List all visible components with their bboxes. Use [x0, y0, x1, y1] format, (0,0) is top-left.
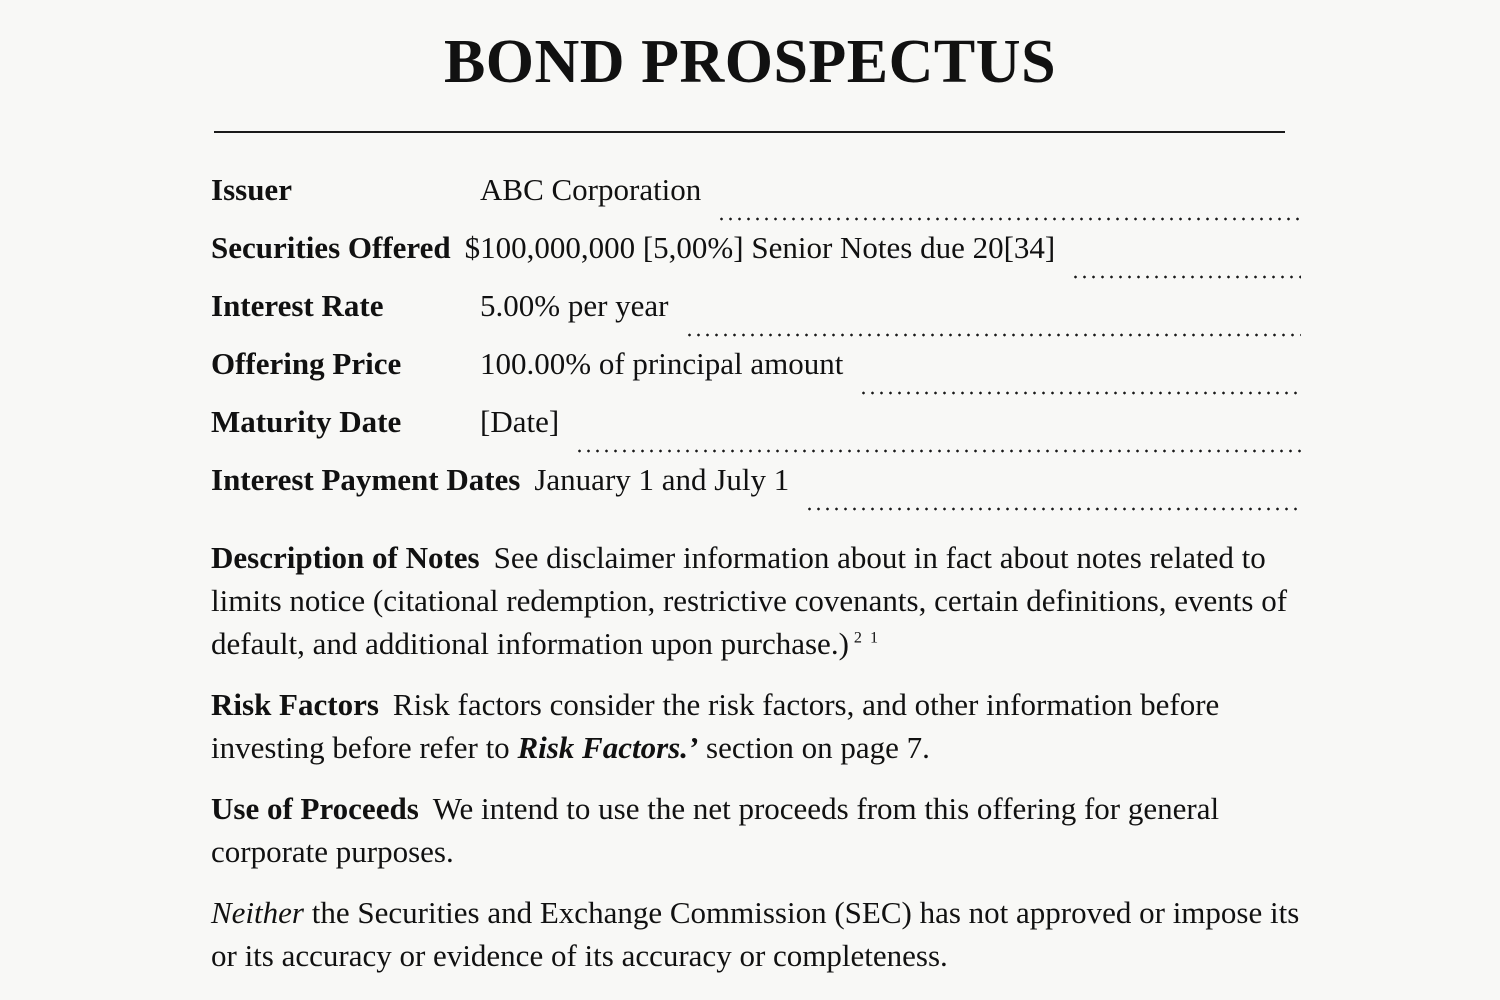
dot-leader — [1071, 275, 1301, 279]
paragraph-text-risk-factors-before: Risk factors consider the risk factors, and other information before investing before refer to — [211, 687, 1220, 765]
field-row-interest-rate — [211, 286, 1301, 344]
field-value-issuer: ABC Corporation — [480, 172, 702, 207]
paragraph-heading-risk-factors: Risk Factors — [211, 687, 379, 722]
field-value-interest-payment-dates: January 1 and July 1 — [534, 462, 790, 497]
field-value-securities-offered: $100,000,000 [5,00%] Senior Notes due 20[34] — [464, 230, 1056, 265]
dot-leader — [575, 449, 1301, 453]
paragraph-use-of-proceeds — [211, 787, 1301, 873]
prospectus-body — [211, 170, 1301, 977]
dot-leader — [685, 333, 1302, 337]
paragraph-text-sec-disclaimer: the Securities and Exchange Commission (SEC) has not approved or impose its or its accuracy or evidence of its accuracy or completeness. — [211, 895, 1300, 973]
paragraph-text-description-of-notes: See disclaimer information about in fact about notes related to limits notice (citational redemption, restrictive covenants, certain definitions, events of default, and additional information upon purchase.) — [211, 540, 1288, 661]
dot-leader — [859, 391, 1301, 395]
footnote-markers: 2 1 — [853, 629, 881, 647]
paragraph-text-risk-factors-after: section on page 7. — [706, 730, 930, 765]
field-label-interest-payment-dates: Interest Payment Dates — [211, 462, 521, 497]
field-label-securities-offered: Securities Offered — [211, 230, 451, 265]
field-label-offering-price: Offering Price — [211, 346, 402, 381]
field-row-issuer — [211, 170, 1301, 228]
field-label-interest-rate: Interest Rate — [211, 288, 384, 323]
field-row-interest-payment-dates — [211, 460, 1301, 518]
paragraph-sec-disclaimer — [211, 891, 1301, 977]
field-row-offering-price — [211, 344, 1301, 402]
field-value-offering-price: 100.00% of principal amount — [480, 346, 844, 381]
page-title: BOND PROSPECTUS — [443, 28, 1057, 96]
field-label-issuer: Issuer — [211, 172, 292, 207]
dot-leader — [717, 217, 1301, 221]
field-label-maturity-date: Maturity Date — [211, 404, 402, 439]
paragraph-heading-description-of-notes: Description of Notes — [211, 540, 480, 575]
paragraph-description-of-notes — [211, 536, 1301, 665]
field-row-maturity-date — [211, 402, 1301, 460]
field-value-maturity-date: [Date] — [480, 404, 560, 439]
citation-risk-factors: Risk Factors.’ — [517, 730, 699, 765]
paragraph-text-use-of-proceeds: We intend to use the net proceeds from this offering for general corporate purposes. — [211, 791, 1220, 869]
disclaimer-italic-lead: Neither — [211, 895, 304, 930]
field-value-interest-rate: 5.00% per year — [480, 288, 669, 323]
dot-leader — [805, 507, 1301, 511]
title-divider — [214, 131, 1285, 133]
field-row-securities-offered — [211, 228, 1301, 286]
paragraph-heading-use-of-proceeds: Use of Proceeds — [211, 791, 419, 826]
paragraph-risk-factors — [211, 683, 1301, 769]
